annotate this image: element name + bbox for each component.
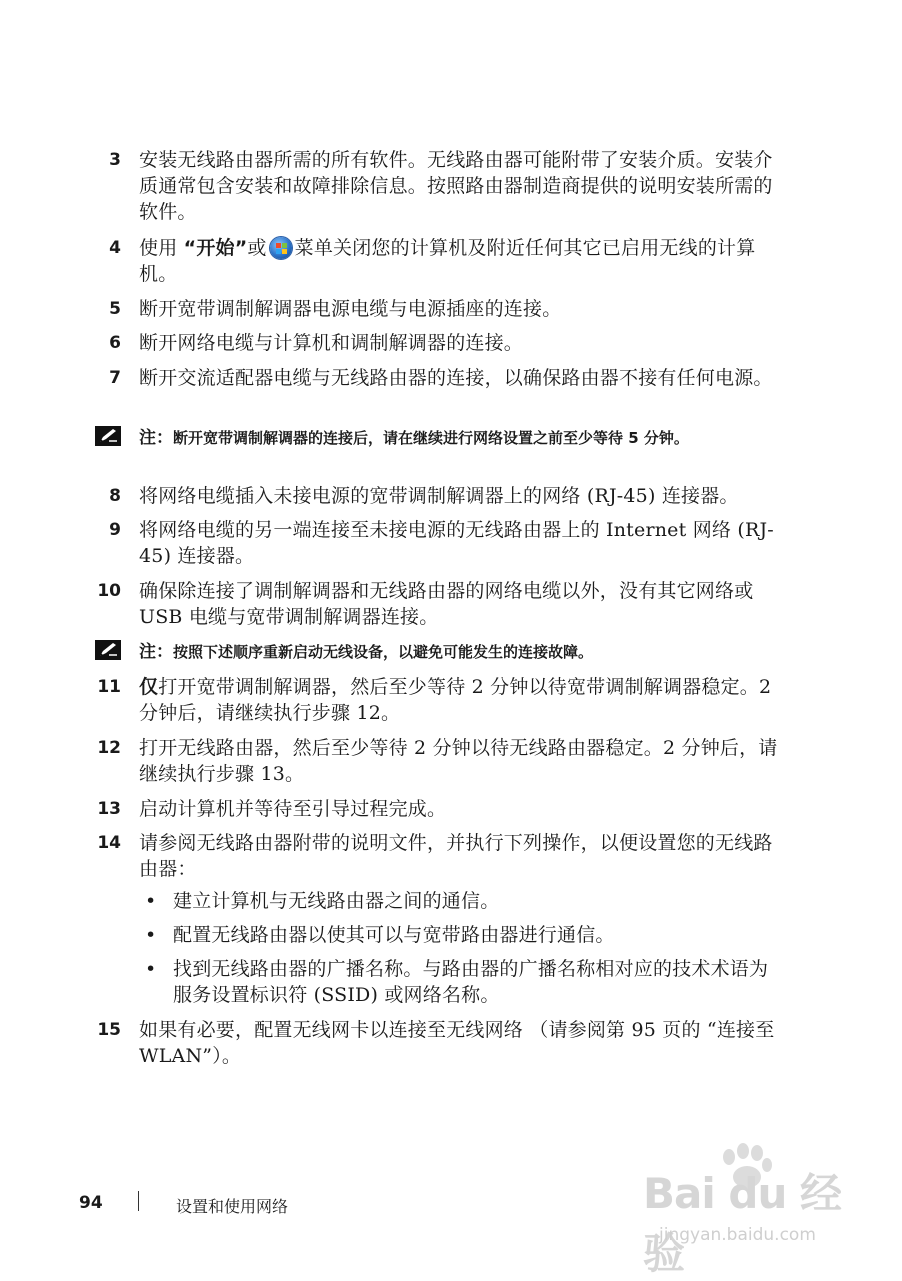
step-number: 8 [109, 486, 121, 506]
step-text: 断开交流适配器电缆与无线路由器的连接，以确保路由器不接有任何电源。 [139, 367, 773, 389]
step-text: 将网络电缆插入未接电源的宽带调制解调器上的网络 (RJ-45) 连接器。 [139, 485, 739, 507]
step-text [139, 235, 784, 287]
step-number: 11 [97, 677, 121, 697]
note-body: 按照下述顺序重新启动无线设备，以避免可能发生的连接故障。 [173, 643, 594, 661]
step-number: 9 [109, 520, 121, 540]
step-text-post: 菜单关闭您的计算机及附近任何其它已启用无线的计算机。 [139, 237, 756, 285]
page-number: 94 [79, 1193, 103, 1213]
start-label: “开始” [183, 237, 248, 259]
bullet-dot: • [145, 924, 157, 946]
step-number: 6 [109, 333, 121, 353]
note-label: 注： [139, 642, 173, 662]
step-number: 5 [109, 299, 121, 319]
step-text-body: 打开宽带调制解调器，然后至少等待 2 分钟以待宽带调制解调器稳定。2 分钟后，请继续执行步骤 12。 [139, 676, 772, 724]
step-text: 请参阅无线路由器附带的说明文件，并执行下列操作，以便设置您的无线路由器： [139, 832, 773, 880]
bullet-text: 建立计算机与无线路由器之间的通信。 [173, 890, 500, 912]
windows-start-orb-icon [270, 237, 292, 259]
step-bold-prefix: 仅 [139, 676, 159, 698]
note-text [139, 640, 784, 664]
step-text: 打开无线路由器，然后至少等待 2 分钟以待无线路由器稳定。2 分钟后，请继续执行步骤 13。 [139, 737, 778, 785]
step-number: 15 [97, 1020, 121, 1040]
note-pencil-icon [95, 426, 121, 446]
note-body: 断开宽带调制解调器的连接后，请在继续进行网络设置之前至少等待 5 分钟。 [173, 429, 689, 447]
step-number: 4 [109, 238, 121, 258]
step-number: 13 [97, 799, 121, 819]
step-text: 将网络电缆的另一端连接至未接电源的无线路由器上的 Internet 网络 (RJ-45) 连接器。 [139, 519, 774, 567]
step-number: 12 [97, 738, 121, 758]
footer-divider [138, 1191, 139, 1211]
note-pencil-icon [95, 640, 121, 660]
step-text-or: 或 [247, 237, 267, 259]
step-text: 确保除连接了调制解调器和无线路由器的网络电缆以外，没有其它网络或 USB 电缆与宽带调制解调器连接。 [139, 580, 754, 628]
bullet-dot: • [145, 890, 157, 912]
step-number: 3 [109, 150, 121, 170]
footer-section-title: 设置和使用网络 [176, 1197, 289, 1216]
step-text [139, 674, 784, 726]
bullet-text: 配置无线路由器以使其可以与宽带路由器进行通信。 [173, 924, 615, 946]
step-number: 7 [109, 368, 121, 388]
bullet-text: 找到无线路由器的广播名称。与路由器的广播名称相对应的技术术语为服务设置标识符 (SSID) 或网络名称。 [173, 958, 769, 1006]
baidu-jingyan-watermark [637, 1143, 847, 1278]
step-text: 断开宽带调制解调器电源电缆与电源插座的连接。 [139, 298, 562, 320]
step-number: 10 [97, 581, 121, 601]
watermark-url: jingyan.baidu.com [659, 1225, 816, 1245]
step-text: 启动计算机并等待至引导过程完成。 [139, 798, 447, 820]
step-text: 如果有必要，配置无线网卡以连接至无线网络 （请参阅第 95 页的 “连接至 WLAN”）。 [139, 1019, 775, 1067]
step-text: 断开网络电缆与计算机和调制解调器的连接。 [139, 332, 524, 354]
note-text [139, 426, 784, 450]
watermark-logo: Bai du 经验 [643, 1169, 841, 1278]
step-text: 安装无线路由器所需的所有软件。无线路由器可能附带了安装介质。安装介质通常包含安装和故障排除信息。按照路由器制造商提供的说明安装所需的软件。 [139, 149, 773, 223]
step-number: 14 [97, 833, 121, 853]
bullet-dot: • [145, 958, 157, 980]
note-label: 注： [139, 428, 173, 448]
step-text-pre: 使用 [139, 237, 184, 259]
